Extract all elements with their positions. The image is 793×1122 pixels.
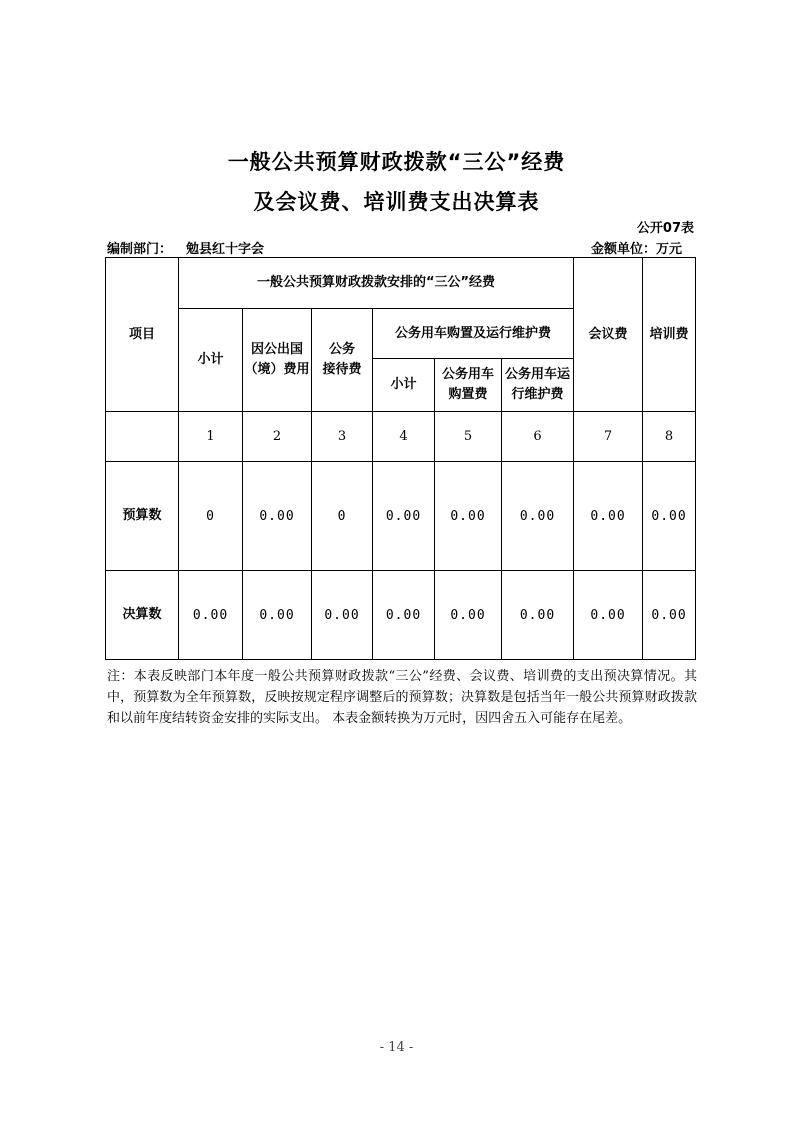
vehicle-purchase-header-line1: 公务用车 [441, 367, 494, 382]
table-cell: 0.00 [312, 571, 373, 660]
table-cell: 0.00 [373, 571, 435, 660]
document-title-line1: 一般公共预算财政拨款“三公”经费 [227, 150, 566, 174]
amount-unit: 金额单位：万元 [590, 242, 682, 257]
vehicle-group-header: 公务用车购置及运行维护费 [373, 309, 574, 359]
column-number-empty [106, 412, 179, 462]
table-cell: 0.00 [643, 571, 696, 660]
department-label: 编制部门： [107, 242, 173, 257]
item-header: 项目 [106, 258, 179, 412]
table-row [106, 571, 696, 660]
document-title-line2: 及会议费、培训费支出决算表 [253, 190, 540, 214]
table-cell: 0.00 [574, 462, 643, 571]
column-number: 6 [502, 412, 574, 462]
table-cell: 0.00 [502, 462, 574, 571]
form-number: 公开07表 [636, 221, 694, 236]
table-row [106, 462, 696, 571]
table-cell: 0.00 [435, 571, 502, 660]
column-number: 4 [373, 412, 435, 462]
department-info [107, 238, 264, 257]
row-label-final: 决算数 [106, 571, 179, 660]
reception-fee-header [312, 309, 373, 412]
column-number: 3 [312, 412, 373, 462]
table-cell: 0.00 [643, 462, 696, 571]
table-cell: 0.00 [243, 462, 312, 571]
three-public-group-header: 一般公共预算财政拨款安排的“三公”经费 [179, 258, 574, 309]
reception-fee-header-line1: 公务 [328, 342, 355, 357]
page-number: - 14 - [379, 1040, 414, 1055]
table-cell: 0.00 [243, 571, 312, 660]
abroad-fee-header-line1: 因公出国 [250, 342, 303, 357]
abroad-fee-header-line2: （境）费用 [244, 362, 310, 377]
table-cell: 0.00 [574, 571, 643, 660]
vehicle-operate-header-line1: 公务用车运 [505, 367, 571, 382]
column-number: 8 [643, 412, 696, 462]
table-cell: 0.00 [435, 462, 502, 571]
column-number: 1 [179, 412, 243, 462]
column-number-row [106, 412, 696, 462]
department-value: 勉县红十字会 [186, 242, 265, 257]
row-label-budget: 预算数 [106, 462, 179, 571]
table-footnote: 注：本表反映部门本年度一般公共预算财政拨款“三公”经费、会议费、培训费的支出预决算情况。其中，预算数为全年预算数，反映按规定程序调整后的预算数；决算数是包括当年一般公共预算财政拨款和以前年度结转资金安排的实际支出。 本表金额转换为万元时，因四舍五入可能存在尾差。 [107, 669, 697, 726]
meeting-fee-header: 会议费 [574, 258, 643, 412]
vehicle-operate-header-line2: 行维护费 [511, 387, 564, 402]
vehicle-operate-header [502, 359, 574, 412]
vehicle-subtotal-header: 小计 [373, 359, 435, 412]
table-cell: 0.00 [179, 571, 243, 660]
table-cell: 0 [312, 462, 373, 571]
vehicle-purchase-header-line2: 购置费 [448, 387, 488, 402]
subtotal-header: 小计 [179, 309, 243, 412]
column-number: 5 [435, 412, 502, 462]
abroad-fee-header [243, 309, 312, 412]
reception-fee-header-line2: 接待费 [322, 362, 362, 377]
vehicle-purchase-header [435, 359, 502, 412]
table-cell: 0 [179, 462, 243, 571]
column-number: 2 [243, 412, 312, 462]
training-fee-header: 培训费 [643, 258, 696, 412]
expense-table [105, 257, 696, 660]
table-cell: 0.00 [373, 462, 435, 571]
column-number: 7 [574, 412, 643, 462]
table-cell: 0.00 [502, 571, 574, 660]
